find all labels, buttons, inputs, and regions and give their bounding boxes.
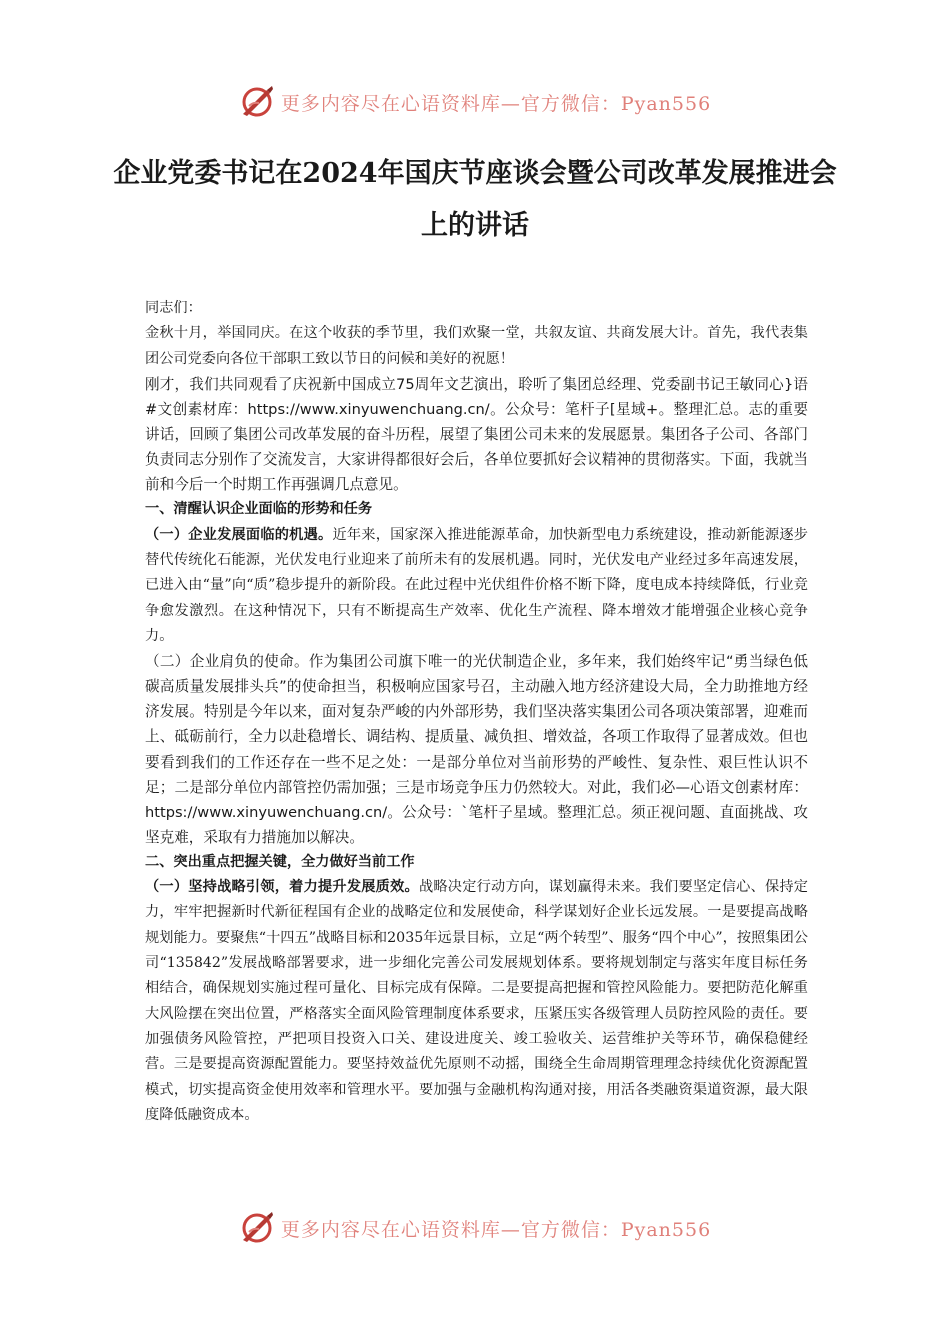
footer-watermark-banner	[0, 1208, 950, 1248]
paragraph-opening: 金秋十月，举国同庆。在这个收获的季节里，我们欢聚一堂，共叙友谊、共商发展大计。首先，我代表集团公司党委向各位干部职工致以节日的问候和美好的祝愿！	[145, 325, 808, 367]
section-1-1-body: 近年来，国家深入推进能源革命，加快新型电力系统建设，推动新能源逐步替代传统化石能源，光伏发电行业迎来了前所未有的发展机遇。同时，光伏发电产业经过多年高速发展，已进入由“量”向“质”稳步提升的新阶段。在此过程中光伏组件价格不断下降，度电成本持续降低，行业竞争愈发激烈。在这种情况下，只有不断提高生产效率、优化生产流程、降本增效才能增强企业核心竞争力。	[145, 526, 808, 644]
paragraph-review: 刚才，我们共同观看了庆祝新中国成立75周年文艺演出，聆听了集团总经理、党委副书记王敏同心}语#文创素材库：https://www.xinyuwenchuang.cn/。公众号：笔杆子[星域+。整理汇总。志的重要讲话，回顾了集团公司改革发展的奋斗历程，展望了集团公司未来的发展愿景。集团各子公司、各部门负责同志分别作了交流发言，大家讲得都很好会后，各单位要抓好会议精神的贯彻落实。下面，我就当前和今后一个时期工作再强调几点意见。	[145, 375, 808, 494]
salutation: 同志们：	[145, 300, 202, 316]
banner-text: 更多内容尽在心语资料库—官方微信：Pyan556	[280, 92, 712, 115]
brush-logo-icon	[239, 1210, 275, 1246]
brush-logo-icon	[239, 84, 275, 120]
section-2-1-title: （一）坚持战略引领，着力提升发展质效。	[145, 879, 419, 896]
banner-text: 更多内容尽在心语资料库—官方微信：Pyan556	[280, 1218, 712, 1241]
section-2-1-body: 战略决定行动方向，谋划赢得未来。我们要坚定信心、保持定力，牢牢把握新时代新征程国有企业的战略定位和发展使命，科学谋划好企业长远发展。一是要提高战略规划能力。要聚焦“十四五”战略目标和2035年远景目标，立足“两个转型”、服务“四个中心”，按照集团公司“135842”发展战略部署要求，进一步细化完善公司发展规划体系。要将规划制定与落实年度目标任务相结合，确保规划实施过程可量化、目标完成有保障。二是要提高把握和管控风险能力。要把防范化解重大风险摆在突出位置，严格落实全面风险管理制度体系要求，压紧压实各级管理人员防控风险的责任。要加强债务风险管控，严把项目投资入口关、建设进度关、竣工验收关、运营维护关等环节，确保稳健经营。三是要提高资源配置能力。要坚持效益优先原则不动摇，围绕全生命周期管理理念持续优化资源配置模式，切实提高资金使用效率和管理水平。要加强与金融机构沟通对接，用活各类融资渠道资源，最大限度降低融资成本。	[145, 879, 808, 1123]
section-heading-2: 二、突出重点把握关键，全力做好当前工作	[145, 853, 415, 870]
document-body	[145, 296, 808, 1128]
header-watermark-banner	[0, 82, 950, 122]
document-title: 企业党委书记在2024年国庆节座谈会暨公司改革发展推进会上的讲话	[113, 158, 837, 241]
section-1-1	[145, 523, 808, 649]
section-1-2: （二）企业肩负的使命。作为集团公司旗下唯一的光伏制造企业，多年来，我们始终牢记“勇当绿色低碳高质量发展排头兵”的使命担当，积极响应国家号召，主动融入地方经济建设大局，全力助推地方经济发展。特别是今年以来，面对复杂严峻的内外部形势，我们坚决落实集团公司各项决策部署，迎难而上、砥砺前行，全力以赴稳增长、调结构、提质量、减负担、增效益，各项工作取得了显著成效。但也要看到我们的工作还存在一些不足之处：一是部分单位对当前形势的严峻性、复杂性、艰巨性认识不足；二是部分单位内部管控仍需加强；三是市场竞争压力仍然较大。对此，我们必—心语文创素材库：https://www.xinyuwenchuang.cn/。公众号：`笔杆子星域。整理汇总。须正视问题、直面挑战、攻坚克难，采取有力措施加以解决。	[145, 653, 808, 846]
section-heading-1: 一、清醒认识企业面临的形势和任务	[145, 501, 373, 518]
section-2-1	[145, 875, 808, 1128]
section-1-1-title: （一）企业发展面临的机遇。	[145, 526, 333, 543]
